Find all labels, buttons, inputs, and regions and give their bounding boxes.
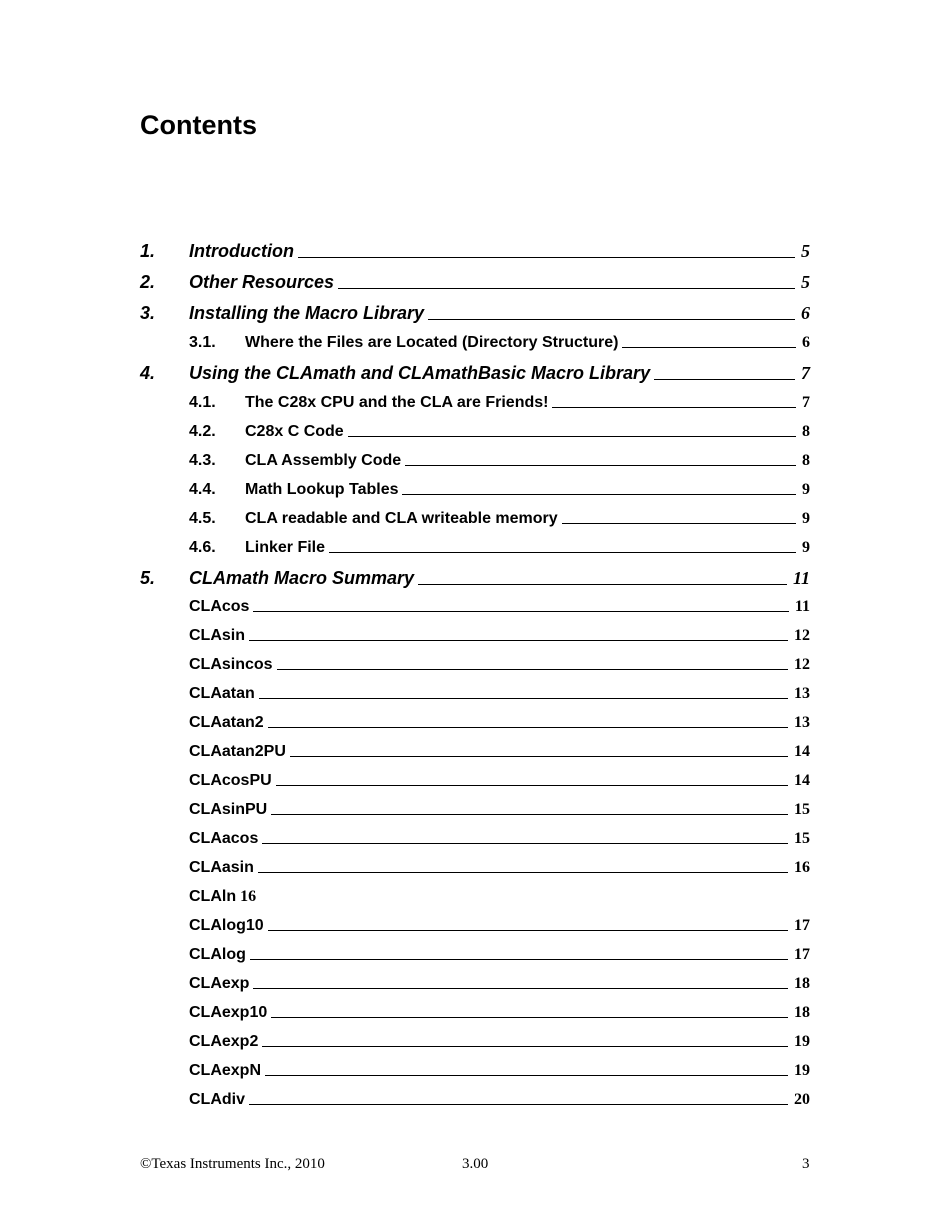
toc-entry-page: 16 [240,888,257,905]
toc-leader-line [329,552,796,553]
toc-entry-page: 11 [794,598,810,615]
toc-entry-title: CLAacos [189,830,259,847]
toc-leader-line [249,1104,788,1105]
toc-entry-title: CLA Assembly Code [245,452,402,469]
toc-entry-title: Other Resources [189,272,335,292]
toc-entry[interactable] [140,656,810,674]
toc-entry-title: Where the Files are Located (Directory Structure) [245,334,619,351]
toc-entry-page: 6 [802,334,810,351]
toc-entry-title: Introduction [189,241,294,261]
toc-entry[interactable] [140,539,810,557]
toc-leader-line [428,319,795,320]
toc-entry[interactable] [140,452,810,470]
toc-entry-page: 13 [794,685,810,702]
toc-entry-page: 15 [794,830,810,847]
toc-entry-number: 3.1. [189,334,216,351]
footer-copyright: ©Texas Instruments Inc., 2010 [140,1156,325,1172]
toc-entry-title: CLAatan2 [189,714,264,731]
toc-entry[interactable] [140,1062,810,1080]
toc-entry[interactable] [140,859,810,877]
toc-leader-line [338,288,795,289]
toc-entry-page: 5 [801,272,810,292]
toc-entry-title: C28x C Code [245,423,344,440]
toc-entry-title: CLAexp10 [189,1004,268,1021]
toc-leader-line [250,959,788,960]
toc-leader-line [405,465,796,466]
toc-entry-title: Installing the Macro Library [189,303,425,323]
toc-entry-page: 18 [794,975,810,992]
toc-leader-line [253,611,788,612]
toc-entry[interactable] [140,334,810,352]
toc-entry[interactable] [140,1091,810,1109]
toc-entry-page: 14 [794,743,810,760]
toc-entry-page: 12 [794,627,810,644]
toc-leader-line [622,347,796,348]
toc-entry[interactable] [140,568,810,589]
toc-leader-line [276,785,788,786]
toc-entry-page: 7 [801,363,810,383]
toc-entry[interactable] [140,714,810,732]
toc-entry[interactable] [140,241,810,262]
toc-entry-number: 1. [140,241,156,261]
toc-entry[interactable] [140,888,810,906]
toc-entry-number: 4.2. [189,423,216,440]
toc-entry-title: CLAln [189,888,237,905]
toc-leader-line [258,872,788,873]
toc-entry-title: CLAexp2 [189,1033,259,1050]
toc-entry[interactable] [140,481,810,499]
toc-entry-page: 9 [802,481,810,498]
toc-entry[interactable] [140,917,810,935]
toc-entry[interactable] [140,363,810,384]
toc-entry-page: 16 [794,859,810,876]
toc-entry[interactable] [140,772,810,790]
toc-entry[interactable] [140,743,810,761]
toc-leader-line [290,756,788,757]
toc-entry-page: 19 [794,1062,810,1079]
toc-entry-title: Using the CLAmath and CLAmathBasic Macro Library [189,363,651,383]
toc-leader-line [271,814,788,815]
toc-entry[interactable] [140,598,810,616]
toc-entry[interactable] [140,801,810,819]
toc-entry-title: CLAdiv [189,1091,245,1108]
footer-page-number: 3 [802,1156,810,1172]
toc-entry-page: 18 [794,1004,810,1021]
footer-version: 3.00 [462,1156,489,1172]
toc-leader-line [562,523,796,524]
toc-entry-page: 20 [794,1091,810,1108]
toc-leader-line [262,843,788,844]
toc-entry-number: 2. [140,272,156,292]
toc-leader-line [259,698,788,699]
toc-entry-number: 4.5. [189,510,216,527]
toc-entry-title: CLAatan [189,685,255,702]
toc-entry-title: CLAmath Macro Summary [189,568,415,588]
toc-entry[interactable] [140,1004,810,1022]
toc-entry-title: CLAcos [189,598,250,615]
toc-entry[interactable] [140,685,810,703]
toc-entry[interactable] [140,272,810,293]
toc-entry[interactable] [140,510,810,528]
toc-leader-line [348,436,796,437]
toc-leader-line [271,1017,788,1018]
toc-entry-page: 19 [794,1033,810,1050]
toc-entry-title: CLAatan2PU [189,743,286,760]
toc-leader-line [268,727,788,728]
toc-entry[interactable] [140,627,810,645]
toc-entry[interactable] [140,303,810,324]
toc-entry-page: 5 [801,241,810,261]
toc-entry-title: CLA readable and CLA writeable memory [245,510,558,527]
page-title: Contents [140,110,257,140]
toc-entry-title: CLAcosPU [189,772,272,789]
toc-leader-line [402,494,796,495]
toc-entry-number: 3. [140,303,156,323]
toc-entry-number: 4. [140,363,156,383]
toc-entry-page: 9 [802,539,810,556]
toc-leader-line [249,640,788,641]
toc-leader-line [552,407,796,408]
toc-entry-page: 6 [801,303,810,323]
toc-leader-line [265,1075,788,1076]
toc-entry-page: 17 [794,917,810,934]
toc-entry[interactable] [140,830,810,848]
toc-leader-line [277,669,788,670]
toc-entry[interactable] [140,946,810,964]
toc-entry-number: 4.1. [189,394,216,411]
toc-entry-title: CLAlog10 [189,917,264,934]
toc-entry-title: CLAsinPU [189,801,268,818]
toc-entry-title: Math Lookup Tables [245,481,399,498]
toc-entry-number: 5. [140,568,156,588]
toc-entry-page: 8 [802,423,810,440]
toc-entry-page: 8 [802,452,810,469]
toc-entry-page: 9 [802,510,810,527]
toc-entry[interactable] [140,394,810,412]
toc-entry-title: CLAsin [189,627,245,644]
toc-leader-line [268,930,788,931]
toc-leader-line [298,257,795,258]
toc-entry-title: CLAexpN [189,1062,262,1079]
toc-entry-title: CLAsincos [189,656,273,673]
toc-entry-number: 4.4. [189,481,216,498]
toc-entry-title: The C28x CPU and the CLA are Friends! [245,394,549,411]
toc-leader-line [253,988,788,989]
toc-entry-title: CLAlog [189,946,246,963]
toc-entry-page: 14 [794,772,810,789]
toc-entry-page: 12 [794,656,810,673]
toc-entry[interactable] [140,423,810,441]
toc-entry-page: 11 [792,568,810,588]
toc-entry-page: 7 [802,394,810,411]
toc-entry-title: Linker File [245,539,326,556]
toc-entry-page: 15 [794,801,810,818]
toc-entry-page: 17 [794,946,810,963]
toc-entry[interactable] [140,975,810,993]
toc-entry-title: CLAasin [189,859,254,876]
toc-leader-line [262,1046,788,1047]
toc-leader-line [418,584,787,585]
toc-entry-title: CLAexp [189,975,250,992]
toc-entry-number: 4.3. [189,452,216,469]
toc-entry-page: 13 [794,714,810,731]
toc-entry[interactable] [140,1033,810,1051]
toc-leader-line [654,379,795,380]
toc-entry-number: 4.6. [189,539,216,556]
